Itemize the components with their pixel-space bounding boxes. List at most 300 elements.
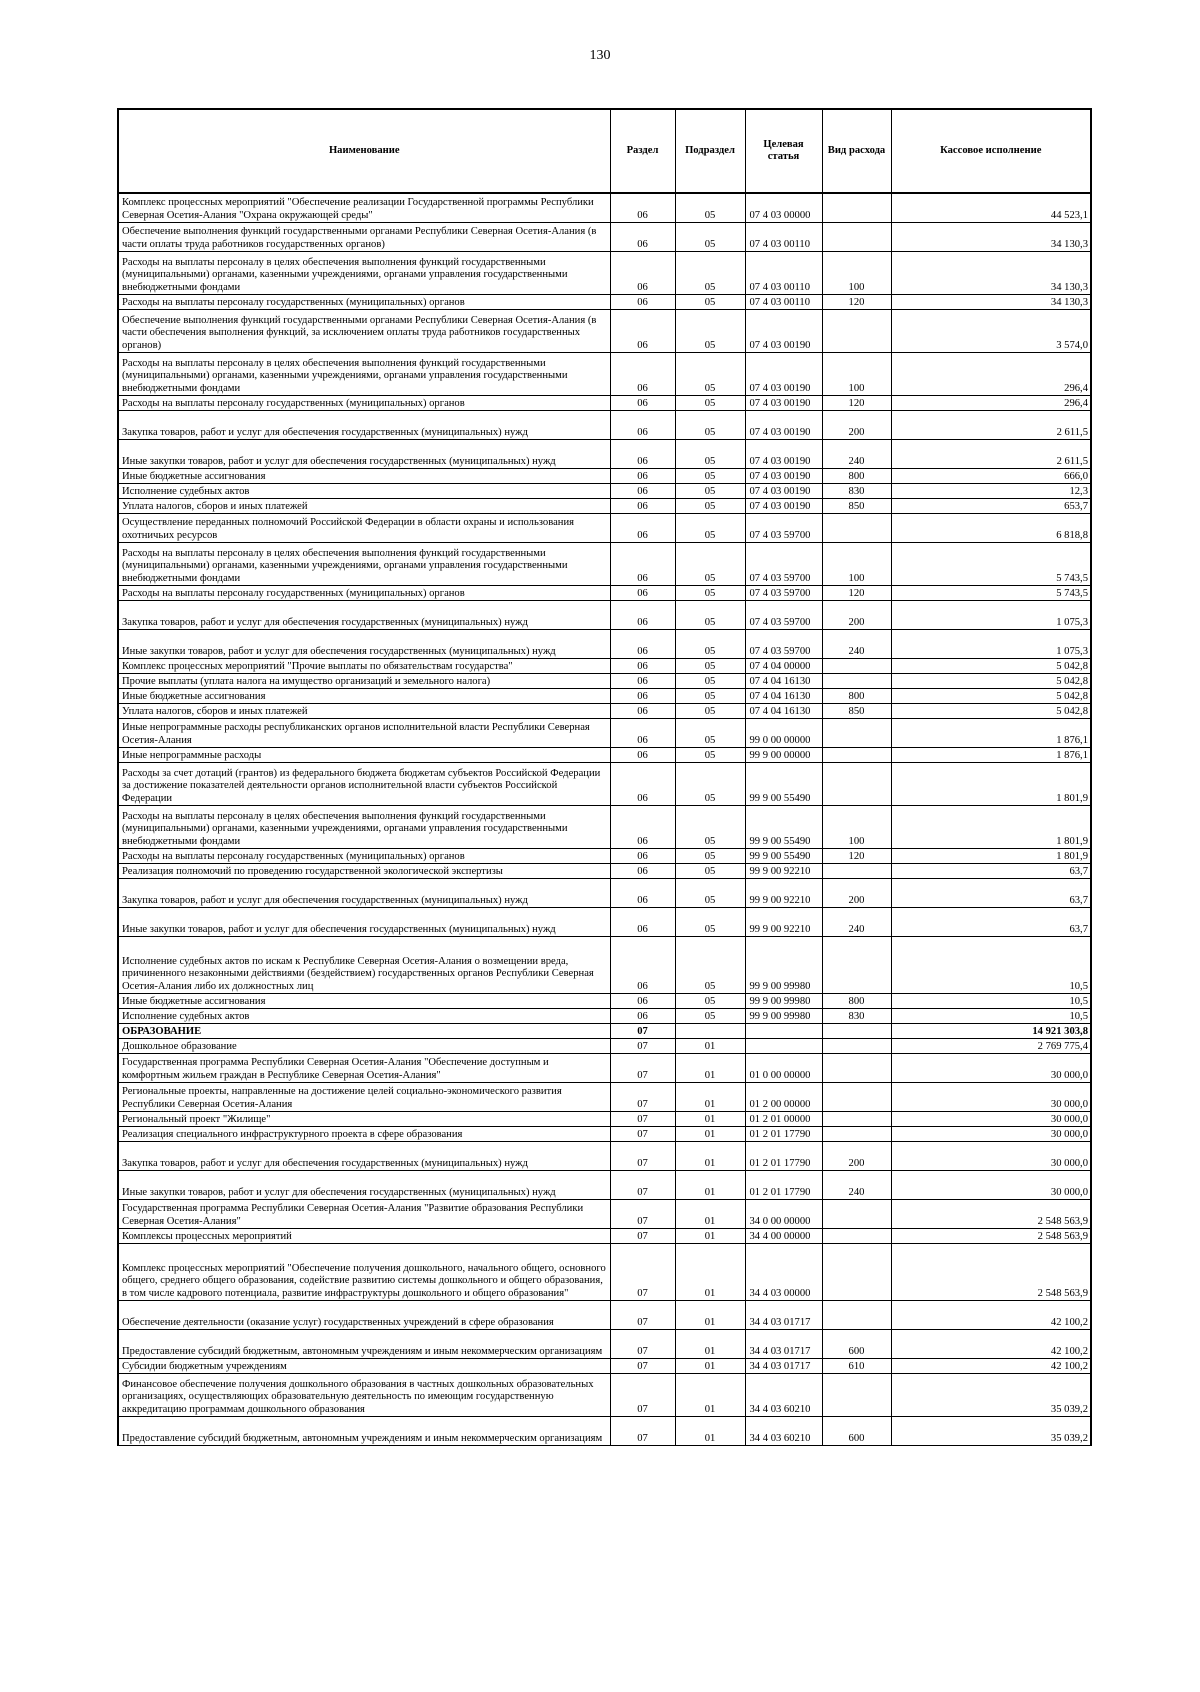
cell-expense-type: 100 (822, 353, 891, 396)
cell-expense-type: 600 (822, 1330, 891, 1359)
cell-subsection: 05 (675, 704, 745, 719)
cell-name: Комплекс процессных мероприятий "Обеспечение реализации Государственной программы Республики Северная Осетия-Алания "Охрана окружающей среды" (118, 193, 610, 223)
table-row (118, 484, 1091, 499)
cell-subsection: 05 (675, 879, 745, 908)
cell-expense-type (822, 1127, 891, 1142)
cell-amount: 2 611,5 (891, 411, 1091, 440)
table-row (118, 1244, 1091, 1301)
cell-expense-type: 850 (822, 704, 891, 719)
cell-section: 06 (610, 499, 675, 514)
cell-section: 06 (610, 806, 675, 849)
cell-section: 07 (610, 1142, 675, 1171)
cell-article: 99 9 00 99980 (745, 937, 822, 994)
cell-expense-type (822, 719, 891, 748)
cell-article: 07 4 03 00190 (745, 469, 822, 484)
cell-section: 07 (610, 1039, 675, 1054)
cell-amount: 14 921 303,8 (891, 1024, 1091, 1039)
cell-amount: 34 130,3 (891, 223, 1091, 252)
table-row (118, 1200, 1091, 1229)
cell-amount: 30 000,0 (891, 1083, 1091, 1112)
table-row (118, 1024, 1091, 1039)
cell-amount: 35 039,2 (891, 1417, 1091, 1446)
cell-article: 34 4 03 01717 (745, 1330, 822, 1359)
cell-name: Расходы за счет дотаций (грантов) из федерального бюджета бюджетам субъектов Российской Федерации за достижение показателей деятельности органов исполнительной власти субъектов Российской Федерации (118, 763, 610, 806)
cell-subsection: 05 (675, 543, 745, 586)
cell-expense-type: 200 (822, 601, 891, 630)
cell-article: 34 0 00 00000 (745, 1200, 822, 1229)
cell-expense-type: 240 (822, 1171, 891, 1200)
cell-amount: 1 801,9 (891, 849, 1091, 864)
header-subsection: Подраздел (675, 109, 745, 193)
cell-subsection: 01 (675, 1054, 745, 1083)
cell-article: 07 4 04 16130 (745, 689, 822, 704)
cell-expense-type: 120 (822, 849, 891, 864)
cell-expense-type: 240 (822, 908, 891, 937)
cell-expense-type (822, 1301, 891, 1330)
table-row (118, 1359, 1091, 1374)
cell-name: Региональные проекты, направленные на достижение целей социально-экономического развития Республики Северная Осетия-Алания (118, 1083, 610, 1112)
cell-section: 06 (610, 659, 675, 674)
cell-name: Иные бюджетные ассигнования (118, 689, 610, 704)
cell-subsection: 01 (675, 1301, 745, 1330)
cell-subsection: 05 (675, 937, 745, 994)
table-row (118, 908, 1091, 937)
cell-name: Закупка товаров, работ и услуг для обеспечения государственных (муниципальных) нужд (118, 879, 610, 908)
cell-expense-type (822, 514, 891, 543)
cell-amount: 1 075,3 (891, 601, 1091, 630)
table-row (118, 1039, 1091, 1054)
cell-subsection: 05 (675, 1009, 745, 1024)
cell-subsection: 05 (675, 396, 745, 411)
cell-subsection: 05 (675, 674, 745, 689)
cell-article: 99 9 00 99980 (745, 1009, 822, 1024)
cell-subsection: 05 (675, 601, 745, 630)
cell-amount: 10,5 (891, 1009, 1091, 1024)
cell-name: Реализация полномочий по проведению государственной экологической экспертизы (118, 864, 610, 879)
cell-expense-type (822, 193, 891, 223)
cell-section: 06 (610, 586, 675, 601)
cell-amount: 63,7 (891, 908, 1091, 937)
cell-name: Государственная программа Республики Северная Осетия-Алания "Обеспечение доступным и комфортным жильем граждан в Республике Северная Осетия-Алания" (118, 1054, 610, 1083)
table-row (118, 1142, 1091, 1171)
cell-article (745, 1039, 822, 1054)
cell-section: 07 (610, 1301, 675, 1330)
cell-amount: 1 876,1 (891, 719, 1091, 748)
cell-subsection: 01 (675, 1171, 745, 1200)
cell-amount: 5 743,5 (891, 586, 1091, 601)
cell-name: Предоставление субсидий бюджетным, автономным учреждениям и иным некоммерческим организациям (118, 1417, 610, 1446)
cell-section: 06 (610, 1009, 675, 1024)
cell-article: 34 4 03 01717 (745, 1301, 822, 1330)
cell-section: 06 (610, 193, 675, 223)
cell-section: 06 (610, 223, 675, 252)
cell-section: 06 (610, 704, 675, 719)
page-number: 130 (589, 48, 611, 63)
cell-section: 06 (610, 601, 675, 630)
cell-expense-type: 830 (822, 484, 891, 499)
cell-expense-type: 800 (822, 689, 891, 704)
cell-article: 01 2 01 17790 (745, 1142, 822, 1171)
cell-section: 06 (610, 908, 675, 937)
cell-subsection: 01 (675, 1039, 745, 1054)
cell-article: 34 4 03 60210 (745, 1417, 822, 1446)
cell-article: 07 4 03 00110 (745, 223, 822, 252)
cell-expense-type (822, 659, 891, 674)
cell-section: 06 (610, 879, 675, 908)
table-row (118, 704, 1091, 719)
cell-name: Исполнение судебных актов (118, 1009, 610, 1024)
cell-article: 99 0 00 00000 (745, 719, 822, 748)
cell-section: 07 (610, 1083, 675, 1112)
cell-section: 06 (610, 396, 675, 411)
cell-article: 01 0 00 00000 (745, 1054, 822, 1083)
cell-expense-type: 850 (822, 499, 891, 514)
cell-subsection: 05 (675, 484, 745, 499)
cell-article: 07 4 03 00110 (745, 295, 822, 310)
cell-expense-type (822, 1112, 891, 1127)
cell-subsection: 01 (675, 1200, 745, 1229)
cell-name: Расходы на выплаты персоналу государственных (муниципальных) органов (118, 586, 610, 601)
cell-article: 34 4 03 01717 (745, 1359, 822, 1374)
cell-section: 07 (610, 1359, 675, 1374)
cell-name: Расходы на выплаты персоналу государственных (муниципальных) органов (118, 396, 610, 411)
cell-expense-type: 240 (822, 440, 891, 469)
cell-amount: 3 574,0 (891, 310, 1091, 353)
cell-expense-type (822, 937, 891, 994)
cell-amount: 1 876,1 (891, 748, 1091, 763)
cell-article: 99 9 00 92210 (745, 864, 822, 879)
cell-article: 07 4 04 16130 (745, 704, 822, 719)
cell-subsection: 05 (675, 193, 745, 223)
table-row (118, 689, 1091, 704)
table-row (118, 310, 1091, 353)
cell-subsection: 05 (675, 295, 745, 310)
cell-expense-type (822, 1374, 891, 1417)
cell-amount: 5 042,8 (891, 689, 1091, 704)
table-row (118, 411, 1091, 440)
cell-section: 07 (610, 1244, 675, 1301)
cell-subsection: 01 (675, 1374, 745, 1417)
cell-name: Исполнение судебных актов по искам к Республике Северная Осетия-Алания о возмещении вреда, причиненного незаконными действиями (бездействием) государственных органов Республики Северная Осетия-Алания либо их должностных лиц (118, 937, 610, 994)
cell-article: 01 2 01 17790 (745, 1171, 822, 1200)
cell-section: 07 (610, 1127, 675, 1142)
cell-amount: 30 000,0 (891, 1054, 1091, 1083)
table-row (118, 1374, 1091, 1417)
cell-section: 06 (610, 849, 675, 864)
cell-name: Расходы на выплаты персоналу государственных (муниципальных) органов (118, 295, 610, 310)
cell-article: 07 4 03 00190 (745, 310, 822, 353)
cell-amount: 5 042,8 (891, 674, 1091, 689)
cell-article: 07 4 04 16130 (745, 674, 822, 689)
table-row (118, 864, 1091, 879)
cell-section: 06 (610, 543, 675, 586)
cell-expense-type: 120 (822, 586, 891, 601)
cell-article: 34 4 03 60210 (745, 1374, 822, 1417)
cell-section: 06 (610, 411, 675, 440)
table-row (118, 193, 1091, 223)
cell-article: 34 4 03 00000 (745, 1244, 822, 1301)
cell-amount: 30 000,0 (891, 1112, 1091, 1127)
cell-expense-type: 200 (822, 879, 891, 908)
cell-amount: 2 548 563,9 (891, 1244, 1091, 1301)
cell-name: Региональный проект "Жилище" (118, 1112, 610, 1127)
cell-name: ОБРАЗОВАНИЕ (118, 1024, 610, 1039)
table-row (118, 499, 1091, 514)
cell-amount: 2 548 563,9 (891, 1200, 1091, 1229)
cell-name: Расходы на выплаты персоналу в целях обеспечения выполнения функций государственными (муниципальными) органами, казенными учреждениями, органами управления государственными внебюджетными фондами (118, 353, 610, 396)
cell-article: 07 4 03 59700 (745, 586, 822, 601)
cell-article: 99 9 00 92210 (745, 879, 822, 908)
cell-expense-type (822, 1200, 891, 1229)
cell-article: 07 4 03 59700 (745, 514, 822, 543)
cell-subsection: 05 (675, 630, 745, 659)
cell-amount: 1 801,9 (891, 763, 1091, 806)
table-row (118, 994, 1091, 1009)
cell-name: Иные закупки товаров, работ и услуг для обеспечения государственных (муниципальных) нужд (118, 1171, 610, 1200)
cell-expense-type: 100 (822, 543, 891, 586)
table-row (118, 1229, 1091, 1244)
cell-amount: 34 130,3 (891, 295, 1091, 310)
cell-name: Расходы на выплаты персоналу в целях обеспечения выполнения функций государственными (муниципальными) органами, казенными учреждениями, органами управления государственными внебюджетными фондами (118, 252, 610, 295)
cell-article: 99 9 00 00000 (745, 748, 822, 763)
cell-amount: 5 042,8 (891, 704, 1091, 719)
cell-name: Комплекс процессных мероприятий "Обеспечение получения дошкольного, начального общего, основного общего, среднего общего образования, содействие развитию системы дошкольного и общего образования, в том числе кадрового потенциала, развитие инфраструктуры дошкольного и общего образования" (118, 1244, 610, 1301)
cell-section: 07 (610, 1024, 675, 1039)
table-row (118, 1112, 1091, 1127)
cell-section: 07 (610, 1229, 675, 1244)
cell-section: 06 (610, 514, 675, 543)
cell-section: 07 (610, 1417, 675, 1446)
cell-section: 06 (610, 353, 675, 396)
table-row (118, 586, 1091, 601)
cell-expense-type (822, 1039, 891, 1054)
cell-article: 01 2 01 00000 (745, 1112, 822, 1127)
cell-article: 07 4 03 00190 (745, 411, 822, 440)
cell-amount: 2 548 563,9 (891, 1229, 1091, 1244)
cell-expense-type (822, 223, 891, 252)
cell-section: 07 (610, 1054, 675, 1083)
cell-amount: 63,7 (891, 864, 1091, 879)
cell-section: 06 (610, 310, 675, 353)
cell-subsection: 05 (675, 748, 745, 763)
cell-article: 07 4 03 00190 (745, 499, 822, 514)
cell-subsection: 05 (675, 849, 745, 864)
cell-article: 99 9 00 55490 (745, 763, 822, 806)
table-row (118, 514, 1091, 543)
table-row (118, 1301, 1091, 1330)
cell-article: 34 4 00 00000 (745, 1229, 822, 1244)
cell-article: 99 9 00 99980 (745, 994, 822, 1009)
cell-article: 07 4 03 59700 (745, 601, 822, 630)
cell-amount: 1 075,3 (891, 630, 1091, 659)
cell-expense-type: 100 (822, 806, 891, 849)
cell-subsection: 05 (675, 659, 745, 674)
cell-name: Исполнение судебных актов (118, 484, 610, 499)
cell-amount: 30 000,0 (891, 1142, 1091, 1171)
cell-amount: 5 042,8 (891, 659, 1091, 674)
cell-subsection: 05 (675, 719, 745, 748)
cell-article: 07 4 03 00190 (745, 353, 822, 396)
table-row (118, 1171, 1091, 1200)
cell-subsection: 05 (675, 994, 745, 1009)
cell-subsection: 05 (675, 806, 745, 849)
cell-article: 99 9 00 92210 (745, 908, 822, 937)
cell-section: 06 (610, 763, 675, 806)
cell-subsection: 05 (675, 499, 745, 514)
cell-section: 07 (610, 1330, 675, 1359)
cell-name: Закупка товаров, работ и услуг для обеспечения государственных (муниципальных) нужд (118, 1142, 610, 1171)
cell-amount: 653,7 (891, 499, 1091, 514)
table-row (118, 674, 1091, 689)
table-row (118, 396, 1091, 411)
cell-article: 07 4 03 00190 (745, 440, 822, 469)
cell-name: Дошкольное образование (118, 1039, 610, 1054)
cell-section: 06 (610, 674, 675, 689)
cell-expense-type (822, 310, 891, 353)
cell-amount: 42 100,2 (891, 1359, 1091, 1374)
cell-section: 07 (610, 1200, 675, 1229)
cell-expense-type (822, 674, 891, 689)
table-row (118, 849, 1091, 864)
cell-expense-type: 200 (822, 411, 891, 440)
table-row (118, 806, 1091, 849)
cell-expense-type: 120 (822, 295, 891, 310)
cell-subsection: 05 (675, 310, 745, 353)
table-row (118, 719, 1091, 748)
cell-name: Иные непрограммные расходы республиканских органов исполнительной власти Республики Северная Осетия-Алания (118, 719, 610, 748)
budget-table (117, 108, 1092, 1446)
cell-section: 07 (610, 1112, 675, 1127)
cell-amount: 296,4 (891, 353, 1091, 396)
cell-subsection: 05 (675, 411, 745, 440)
cell-subsection: 01 (675, 1112, 745, 1127)
cell-section: 06 (610, 937, 675, 994)
cell-section: 07 (610, 1374, 675, 1417)
cell-name: Расходы на выплаты персоналу государственных (муниципальных) органов (118, 849, 610, 864)
header-expense-type: Вид расхода (822, 109, 891, 193)
cell-subsection: 05 (675, 514, 745, 543)
cell-section: 06 (610, 469, 675, 484)
cell-expense-type: 800 (822, 994, 891, 1009)
cell-name: Обеспечение выполнения функций государственными органами Республики Северная Осетия-Алания (в части обеспечения выполнения функций, за исключением оплаты труда работников государственных органов) (118, 310, 610, 353)
cell-article: 01 2 00 00000 (745, 1083, 822, 1112)
cell-subsection: 05 (675, 223, 745, 252)
table-row (118, 252, 1091, 295)
cell-expense-type (822, 1083, 891, 1112)
cell-name: Иные бюджетные ассигнования (118, 469, 610, 484)
cell-amount: 10,5 (891, 994, 1091, 1009)
cell-subsection: 05 (675, 864, 745, 879)
cell-expense-type: 240 (822, 630, 891, 659)
table-row (118, 659, 1091, 674)
cell-name: Комплекс процессных мероприятий "Прочие выплаты по обязательствам государства" (118, 659, 610, 674)
cell-amount: 42 100,2 (891, 1330, 1091, 1359)
cell-name: Осуществление переданных полномочий Российской Федерации в области охраны и использования охотничьих ресурсов (118, 514, 610, 543)
cell-amount: 42 100,2 (891, 1301, 1091, 1330)
cell-name: Уплата налогов, сборов и иных платежей (118, 704, 610, 719)
cell-expense-type (822, 1244, 891, 1301)
cell-expense-type (822, 1229, 891, 1244)
cell-section: 06 (610, 864, 675, 879)
cell-expense-type (822, 864, 891, 879)
table-row (118, 543, 1091, 586)
cell-amount: 5 743,5 (891, 543, 1091, 586)
cell-article: 01 2 01 17790 (745, 1127, 822, 1142)
table-body (118, 193, 1091, 1446)
cell-article: 07 4 03 00110 (745, 252, 822, 295)
table-row (118, 440, 1091, 469)
cell-article: 07 4 03 00000 (745, 193, 822, 223)
cell-subsection: 01 (675, 1083, 745, 1112)
cell-amount: 1 801,9 (891, 806, 1091, 849)
cell-article (745, 1024, 822, 1039)
cell-expense-type: 600 (822, 1417, 891, 1446)
cell-article: 07 4 04 00000 (745, 659, 822, 674)
cell-subsection: 05 (675, 440, 745, 469)
cell-name: Реализация специального инфраструктурного проекта в сфере образования (118, 1127, 610, 1142)
cell-article: 07 4 03 59700 (745, 630, 822, 659)
cell-subsection: 01 (675, 1244, 745, 1301)
cell-name: Иные бюджетные ассигнования (118, 994, 610, 1009)
cell-article: 99 9 00 55490 (745, 806, 822, 849)
cell-expense-type: 100 (822, 252, 891, 295)
cell-name: Государственная программа Республики Северная Осетия-Алания "Развитие образования Республики Северная Осетия-Алания" (118, 1200, 610, 1229)
cell-amount: 666,0 (891, 469, 1091, 484)
cell-amount: 296,4 (891, 396, 1091, 411)
cell-expense-type (822, 1054, 891, 1083)
cell-name: Иные закупки товаров, работ и услуг для обеспечения государственных (муниципальных) нужд (118, 440, 610, 469)
table-row (118, 630, 1091, 659)
cell-name: Закупка товаров, работ и услуг для обеспечения государственных (муниципальных) нужд (118, 411, 610, 440)
cell-name: Расходы на выплаты персоналу в целях обеспечения выполнения функций государственными (муниципальными) органами, казенными учреждениями, органами управления государственными внебюджетными фондами (118, 806, 610, 849)
cell-expense-type: 800 (822, 469, 891, 484)
table-row (118, 353, 1091, 396)
cell-expense-type (822, 748, 891, 763)
header-amount: Кассовое исполнение (891, 109, 1091, 193)
cell-article: 07 4 03 59700 (745, 543, 822, 586)
header-name: Наименование (118, 109, 610, 193)
cell-section: 06 (610, 748, 675, 763)
cell-name: Расходы на выплаты персоналу в целях обеспечения выполнения функций государственными (муниципальными) органами, казенными учреждениями, органами управления государственными внебюджетными фондами (118, 543, 610, 586)
cell-subsection: 01 (675, 1359, 745, 1374)
cell-amount: 63,7 (891, 879, 1091, 908)
table-header-row (118, 109, 1091, 193)
cell-amount: 6 818,8 (891, 514, 1091, 543)
header-article: Целевая статья (745, 109, 822, 193)
cell-section: 06 (610, 719, 675, 748)
header-section: Раздел (610, 109, 675, 193)
cell-expense-type (822, 763, 891, 806)
cell-article: 99 9 00 55490 (745, 849, 822, 864)
cell-name: Иные непрограммные расходы (118, 748, 610, 763)
cell-subsection: 05 (675, 763, 745, 806)
cell-expense-type: 610 (822, 1359, 891, 1374)
cell-subsection: 01 (675, 1142, 745, 1171)
cell-name: Иные закупки товаров, работ и услуг для обеспечения государственных (муниципальных) нужд (118, 908, 610, 937)
cell-section: 06 (610, 994, 675, 1009)
cell-subsection: 01 (675, 1417, 745, 1446)
cell-subsection: 01 (675, 1127, 745, 1142)
cell-section: 06 (610, 484, 675, 499)
cell-section: 06 (610, 689, 675, 704)
cell-amount: 2 769 775,4 (891, 1039, 1091, 1054)
cell-expense-type (822, 1024, 891, 1039)
cell-amount: 12,3 (891, 484, 1091, 499)
table-row (118, 295, 1091, 310)
table-row (118, 223, 1091, 252)
cell-amount: 30 000,0 (891, 1171, 1091, 1200)
cell-expense-type: 120 (822, 396, 891, 411)
